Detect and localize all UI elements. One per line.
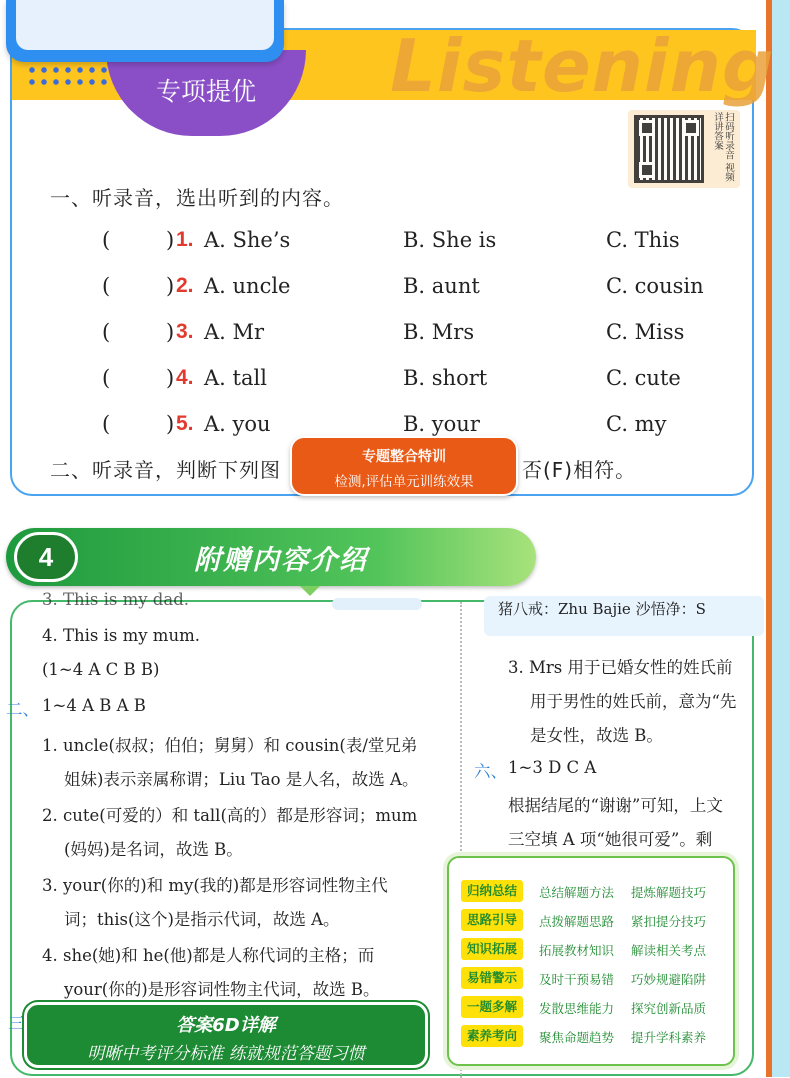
answer-paren-left[interactable]: ( bbox=[102, 412, 111, 436]
option-a[interactable]: A. Mr bbox=[204, 320, 265, 344]
answer-line: 是女性，故选 B。 bbox=[530, 726, 663, 745]
answer-paren-left[interactable]: ( bbox=[102, 228, 111, 252]
answer-paren-left[interactable]: ( bbox=[102, 366, 111, 390]
answer-line: 1~3 D C A bbox=[508, 758, 597, 777]
option-b[interactable]: B. Mrs bbox=[403, 320, 475, 344]
feature-tag: 素养考向 bbox=[461, 1025, 523, 1047]
answer-line-partial: 3. This is my dad. bbox=[42, 590, 190, 609]
answer-line: 词；this(这个)是指示代词，故选 A。 bbox=[64, 910, 340, 929]
special-training-pill bbox=[290, 436, 518, 496]
section4-title: 附赠内容介绍 bbox=[194, 545, 368, 576]
answer-line: 1. uncle(叔叔；伯伯；舅舅）和 cousin(表/堂兄弟 bbox=[42, 736, 418, 755]
feature-desc: 聚焦命题趋势 bbox=[539, 1030, 615, 1045]
section4-header bbox=[6, 528, 536, 586]
answer-line: 三空填 A 项“她很可爱”。剩 bbox=[508, 830, 713, 849]
answer-line: 4. This is my mum. bbox=[42, 626, 200, 645]
pill-title: 专题整合特训 bbox=[362, 449, 446, 465]
question-number: 5. bbox=[176, 412, 194, 435]
feature-tag: 一题多解 bbox=[461, 996, 523, 1018]
qr-code-icon[interactable] bbox=[634, 115, 704, 183]
option-c[interactable]: C. my bbox=[606, 412, 667, 436]
answer-line: (1~4 A C B B) bbox=[42, 660, 160, 679]
answer-line: 3. your(你的)和 my(我的)都是形容词性物主代 bbox=[42, 876, 388, 895]
feature-desc: 及时干预易错 bbox=[539, 972, 615, 987]
listening-card bbox=[10, 24, 775, 496]
feature-desc: 总结解题方法 bbox=[539, 885, 615, 900]
answer-paren-left[interactable]: ( bbox=[102, 274, 111, 298]
section-label: 二、 bbox=[6, 700, 39, 719]
feature-tag: 易错警示 bbox=[461, 967, 523, 989]
section-label: 三 bbox=[8, 1014, 25, 1033]
feature-desc: 提升学科素养 bbox=[631, 1030, 707, 1045]
feature-desc: 点拨解题思路 bbox=[539, 914, 615, 929]
answer-line: 4. she(她)和 he(他)都是人称代词的主格；而 bbox=[42, 946, 375, 965]
feature-row bbox=[461, 909, 731, 931]
question-number: 4. bbox=[176, 366, 194, 389]
answer-line: 猪八戒：Zhu Bajie 沙悟净：S bbox=[498, 600, 706, 618]
badge-title: 专项提优 bbox=[155, 77, 256, 106]
option-a[interactable]: A. She’s bbox=[204, 228, 291, 252]
answer-line: 1~4 A B A B bbox=[42, 696, 146, 715]
section2-title-right: 否(F)相符。 bbox=[522, 458, 637, 482]
feature-box bbox=[447, 856, 735, 1066]
feature-desc: 解读相关考点 bbox=[631, 943, 707, 958]
option-a[interactable]: A. you bbox=[204, 412, 271, 436]
question-row bbox=[92, 366, 742, 398]
option-c[interactable]: C. Miss bbox=[606, 320, 685, 344]
banner-word: Listening bbox=[390, 24, 775, 108]
option-c[interactable]: C. This bbox=[606, 228, 680, 252]
answer-banner-title: 答案6D详解 bbox=[176, 1015, 276, 1036]
feature-desc: 拓展教材知识 bbox=[539, 943, 615, 958]
question-number: 3. bbox=[176, 320, 194, 343]
feature-tag: 归纳总结 bbox=[461, 880, 523, 902]
feature-row bbox=[461, 996, 731, 1018]
feature-desc: 发散思维能力 bbox=[539, 1001, 615, 1016]
option-b[interactable]: B. She is bbox=[403, 228, 497, 252]
top-tab bbox=[6, 0, 284, 62]
answer-6d-banner bbox=[24, 1002, 428, 1068]
section-number: 4 bbox=[14, 532, 78, 582]
answer-paren-right: ) bbox=[166, 274, 175, 298]
qr-caption: 扫码听录音 视频详讲答案 bbox=[712, 112, 734, 182]
section2-title-left: 二、听录音，判断下列图 bbox=[50, 458, 281, 482]
edge-stripe-blue bbox=[772, 0, 790, 1077]
answer-banner-subtitle: 明晰中考评分标准 练就规范答题习惯 bbox=[87, 1044, 365, 1064]
feature-desc: 提炼解题技巧 bbox=[631, 885, 707, 900]
feature-desc: 紧扣提分技巧 bbox=[631, 914, 707, 929]
feature-tag: 思路引导 bbox=[461, 909, 523, 931]
question-row bbox=[92, 274, 742, 306]
option-a[interactable]: A. uncle bbox=[204, 274, 291, 298]
answer-paren-right: ) bbox=[166, 366, 175, 390]
option-a[interactable]: A. tall bbox=[204, 366, 267, 390]
answer-line: 2. cute(可爱的）和 tall(高的）都是形容词；mum bbox=[42, 806, 418, 825]
question-row bbox=[92, 320, 742, 352]
answer-paren-left[interactable]: ( bbox=[102, 320, 111, 344]
pill-subtitle: 检测,评估单元训练效果 bbox=[334, 474, 474, 490]
section1-title: 一、听录音，选出听到的内容。 bbox=[50, 186, 344, 210]
answer-line: 姐妹)表示亲属称谓；Liu Tao 是人名，故选 A。 bbox=[64, 770, 419, 789]
answer-line: (妈妈)是名词，故选 B。 bbox=[64, 840, 243, 859]
feature-row bbox=[461, 967, 731, 989]
question-row bbox=[92, 228, 742, 260]
question-number: 1. bbox=[176, 228, 194, 251]
qr-code-box[interactable] bbox=[628, 110, 740, 188]
option-c[interactable]: C. cousin bbox=[606, 274, 704, 298]
topic-badge bbox=[106, 50, 306, 136]
feature-row bbox=[461, 1025, 731, 1047]
option-c[interactable]: C. cute bbox=[606, 366, 681, 390]
answer-paren-right: ) bbox=[166, 320, 175, 344]
answer-line: 根据结尾的“谢谢”可知，上文 bbox=[508, 796, 723, 815]
answer-line: 3. Mrs 用于已婚女性的姓氏前 bbox=[508, 658, 733, 677]
option-b[interactable]: B. aunt bbox=[403, 274, 480, 298]
option-b[interactable]: B. short bbox=[403, 366, 488, 390]
section-label: 六、 bbox=[474, 762, 507, 781]
feature-tag: 知识拓展 bbox=[461, 938, 523, 960]
feature-desc: 探究创新品质 bbox=[631, 1001, 707, 1016]
feature-row bbox=[461, 880, 731, 902]
answer-paren-right: ) bbox=[166, 228, 175, 252]
answer-line: your(你的)是形容词性物主代词，故选 B。 bbox=[64, 980, 380, 999]
option-b[interactable]: B. your bbox=[403, 412, 480, 436]
feature-desc: 巧妙规避陷阱 bbox=[631, 972, 707, 987]
header-pointer bbox=[300, 586, 320, 596]
feature-row bbox=[461, 938, 731, 960]
answer-paren-right: ) bbox=[166, 412, 175, 436]
left-top-tab bbox=[332, 598, 422, 610]
question-number: 2. bbox=[176, 274, 194, 297]
answer-line: 用于男性的姓氏前，意为“先 bbox=[530, 692, 737, 711]
